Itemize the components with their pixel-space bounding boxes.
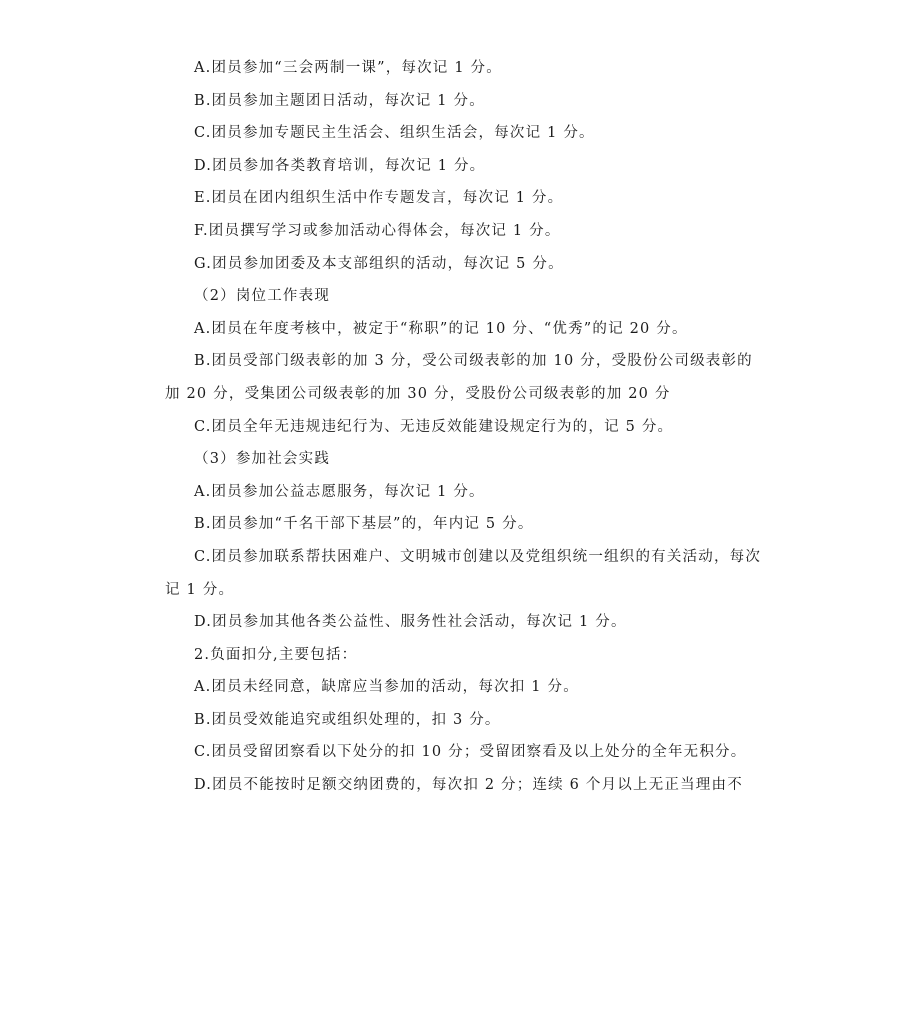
paragraph-e-speech: E.团员在团内组织生活中作专题发言，每次记 1 分。 [194,190,564,207]
paragraph-d-public-service: D.团员参加其他各类公益性、服务性社会活动，每次记 1 分。 [194,614,627,631]
paragraph-b-efficiency-penalty: B.团员受效能追究或组织处理的，扣 3 分。 [194,711,501,728]
paragraph-c-poverty-assistance: C.团员参加联系帮扶困难户、文明城市创建以及党组织统一组织的有关活动，每次记 1 分。 [165,548,762,598]
paragraph-a-annual-review: A.团员在年度考核中，被定于“称职”的记 10 分、“优秀”的记 20 分。 [194,320,688,337]
paragraph-d-training: D.团员参加各类教育培训，每次记 1 分。 [194,157,486,174]
paragraph-c-democratic-life: C.团员参加专题民主生活会、组织生活会，每次记 1 分。 [194,125,595,142]
section-heading-social-practice: （3）参加社会实践 [194,451,331,468]
paragraph-b-theme-day: B.团员参加主题团日活动，每次记 1 分。 [194,92,485,109]
section-heading-job-performance: （2）岗位工作表现 [194,288,331,305]
paragraph-f-reflections: F.团员撰写学习或参加活动心得体会，每次记 1 分。 [194,222,561,239]
paragraph-d-dues: D.团员不能按时足额交纳团费的，每次扣 2 分；连续 6 个月以上无正当理由不 [194,777,743,794]
paragraph-c-probation: C.团员受留团察看以下处分的扣 10 分；受留团察看及以上处分的全年无积分。 [194,744,747,761]
paragraph-a-absence: A.团员未经同意，缺席应当参加的活动，每次扣 1 分。 [194,679,579,696]
paragraph-a-volunteer: A.团员参加公益志愿服务，每次记 1 分。 [194,483,485,500]
paragraph-g-committee-activities: G.团员参加团委及本支部组织的活动，每次记 5 分。 [194,255,564,272]
document-body [165,52,765,802]
paragraph-a-three-meetings: A.团员参加“三会两制一课”，每次记 1 分。 [194,60,502,76]
section-heading-deductions: 2.负面扣分,主要包括： [194,646,358,663]
paragraph-b-commendations: B.团员受部门级表彰的加 3 分，受公司级表彰的加 10 分，受股份公司级表彰的加 20 分，受集团公司级表彰的加 30 分，受股份公司级表彰的加 20 分 [165,353,753,402]
paragraph-b-grassroots: B.团员参加“千名干部下基层”的，年内记 5 分。 [194,516,534,533]
paragraph-c-no-violations: C.团员全年无违规违纪行为、无违反效能建设规定行为的，记 5 分。 [194,418,674,435]
